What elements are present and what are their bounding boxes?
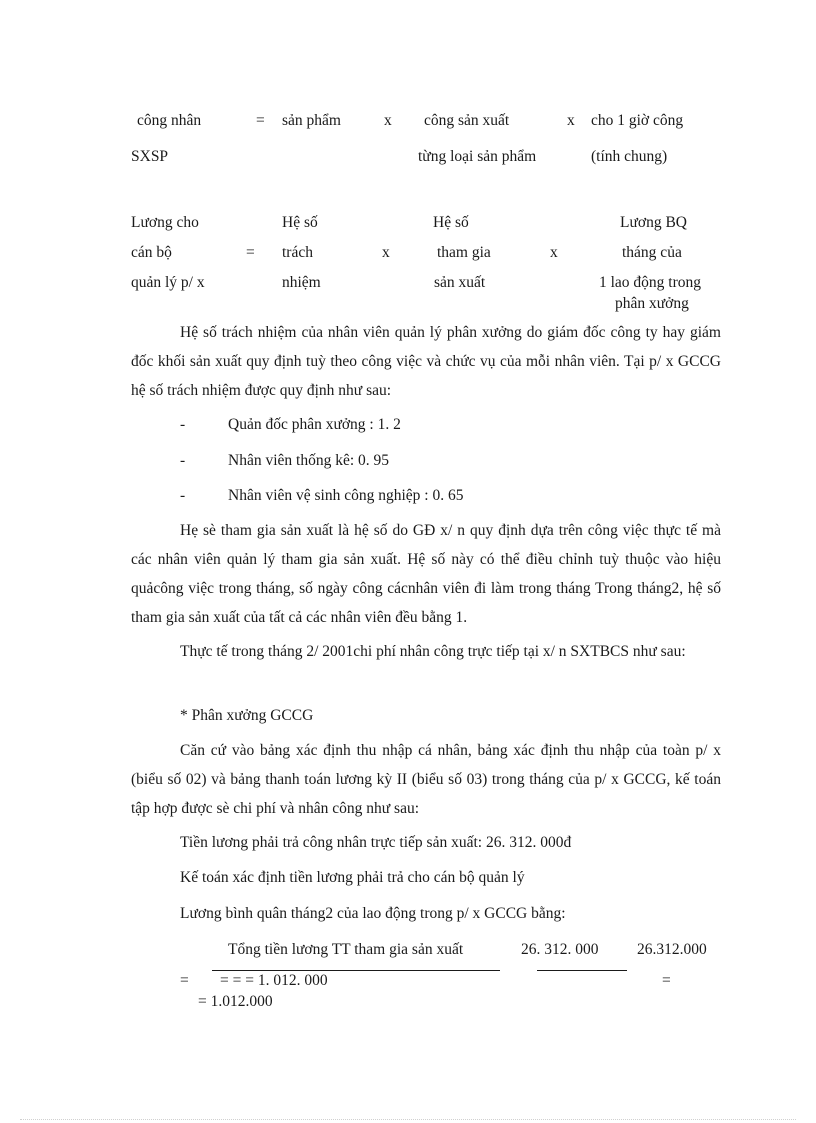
formula3-fraction-bar-2 — [537, 970, 627, 971]
paragraph-basis: Căn cứ vào bảng xác định thu nhập cá nhân, bảng xác định thu nhập của toàn p/ x (biểu số 02) và bảng thanh toán lương kỳ II (biểu số 03) trong tháng của p/ x GCCG, kế toán tập hợp được sè chi phí và nhân công như sau: — [131, 742, 721, 817]
formula2-col4-line3: 1 lao động trong — [599, 274, 702, 291]
formula1-col3-line1: công sản xuất — [424, 112, 510, 129]
formula2-times-1: x — [382, 244, 390, 261]
paragraph-responsibility-coefficient: Hệ số trách nhiệm của nhân viên quản lý phân xưởng do giám đốc công ty hay giám đốc khối sản xuất quy định tuỳ theo công việc và chức vụ của mỗi nhân viên. Tại p/ x GCCG hệ số trách nhiệm được quy định như sau: — [131, 324, 721, 399]
line-direct-wages: Tiền lương phải trả công nhân trực tiếp sản xuất: 26. 312. 000đ — [180, 834, 572, 851]
list-dash-1: - — [180, 416, 186, 433]
formula2-col1-line2: cán bộ — [131, 244, 172, 261]
formula3-numerator-2: 26. 312. 000 — [521, 941, 599, 958]
list-item-1: Quản đốc phân xưởng : 1. 2 — [228, 416, 401, 433]
list-item-3: Nhân viên vệ sinh công nghiệp : 0. 65 — [228, 487, 464, 504]
formula2-col3-line2: tham gia — [437, 244, 491, 261]
formula3-fraction-bar-1 — [212, 970, 500, 971]
formula2-col2-line3: nhiệm — [282, 274, 321, 291]
formula2-col2-line2: trách — [282, 244, 313, 261]
list-dash-2: - — [180, 452, 186, 469]
formula1-times-1: x — [384, 112, 392, 129]
formula1-col1-line1: công nhân — [137, 112, 202, 129]
formula2-col3-line1: Hệ số — [433, 214, 469, 231]
list-dash-3: - — [180, 487, 186, 504]
formula3-inline-result: = = = 1. 012. 000 — [220, 972, 328, 989]
formula2-col1-line1: Lương cho — [131, 214, 199, 231]
formula1-col1-line2: SXSP — [131, 148, 169, 165]
formula2-equals: = — [246, 244, 255, 261]
page-bottom-border — [20, 1119, 796, 1120]
formula3-numerator-3: 26.312.000 — [637, 941, 707, 958]
section-heading: * Phân xưởng GCCG — [180, 707, 314, 724]
formula3-result: = 1.012.000 — [198, 993, 273, 1010]
paragraph-actual-costs: Thực tế trong tháng 2/ 2001chi phí nhân công trực tiếp tại x/ n SXTBCS như sau: — [180, 643, 686, 660]
line-average-wage: Lương bình quân tháng2 của lao động trong p/ x GCCG bằng: — [180, 905, 566, 922]
formula1-times-2: x — [567, 112, 575, 129]
formula3-equals-left: = — [180, 972, 189, 989]
formula1-col4-line2: (tính chung) — [591, 148, 668, 165]
list-item-2: Nhân viên thống kê: 0. 95 — [228, 452, 390, 469]
formula1-col2-line1: sản phẩm — [282, 112, 341, 129]
line-manager-wages: Kế toán xác định tiền lương phải trả cho cán bộ quản lý — [180, 869, 525, 886]
formula1-col3-line2: từng loại sản phẩm — [418, 148, 537, 165]
paragraph-participation-coefficient: Hẹ sè tham gia sản xuất là hệ số do GĐ x/ n quy định dựa trên công việc thực tế mà các nhân viên quản lý tham gia sản xuất. Hệ số này có thể điều chỉnh tuỳ thuộc vào hiệu quảcông việc trong tháng, số ngày công cácnhân viên đi làm trong tháng Trong tháng2, hệ số tham gia sản xuất của tất cả các nhân viên đều bằng 1. — [131, 522, 721, 626]
formula2-col3-line3: sản xuất — [434, 274, 486, 291]
formula1-col4-line1: cho 1 giờ công — [591, 112, 684, 129]
formula2-times-2: x — [550, 244, 558, 261]
formula1-equals: = — [256, 112, 265, 129]
formula2-col2-line1: Hệ số — [282, 214, 318, 231]
formula2-col1-line3: quản lý p/ x — [131, 274, 205, 291]
formula2-col4-line1: Lương BQ — [620, 214, 687, 231]
formula2-col4-line2: tháng của — [622, 244, 682, 261]
formula3-numerator: Tổng tiền lương TT tham gia sản xuất — [228, 941, 464, 958]
formula3-equals-right: = — [662, 972, 671, 989]
formula2-col4-line4: phân xưởng — [615, 295, 689, 312]
